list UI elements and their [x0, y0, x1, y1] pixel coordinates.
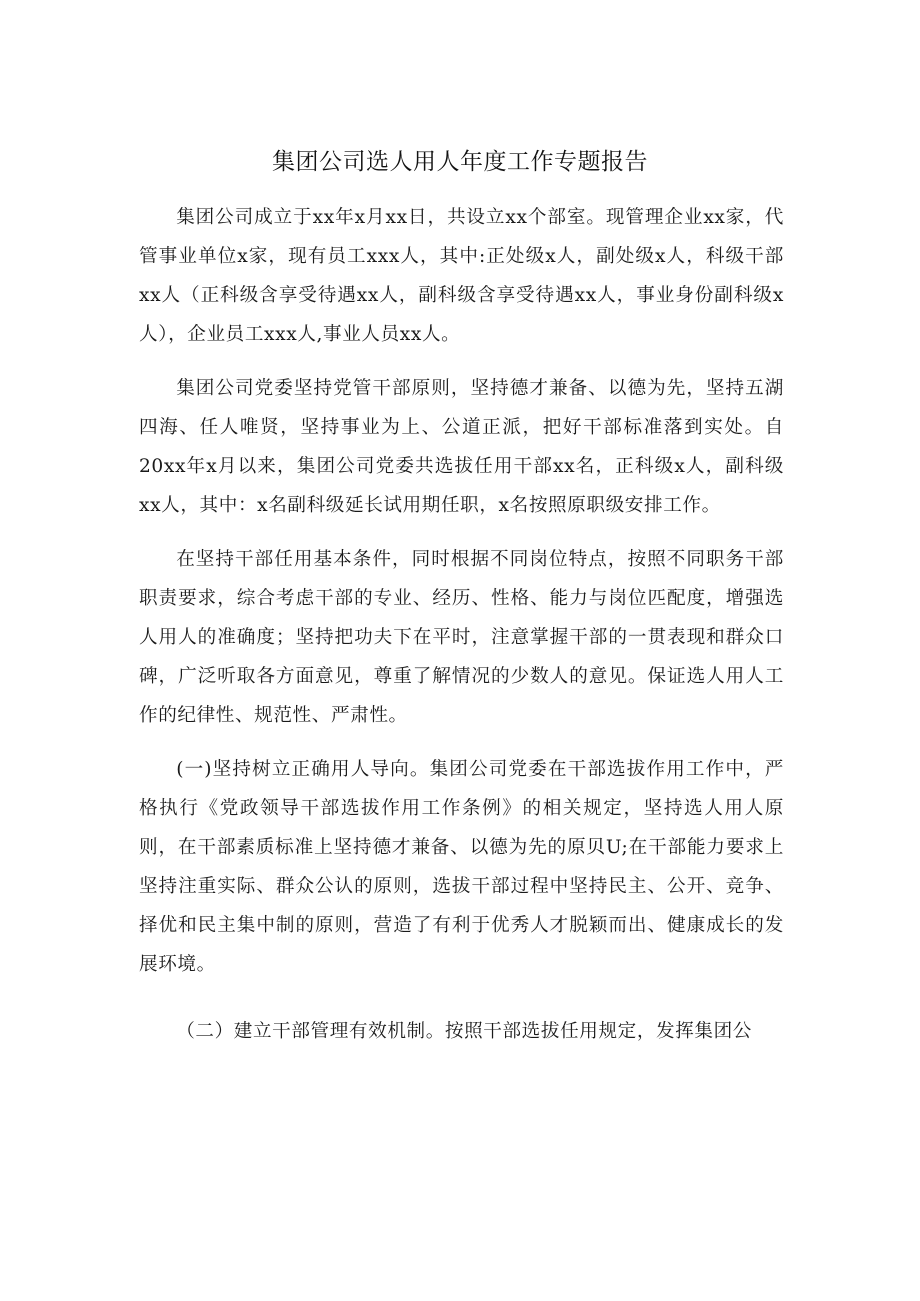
document-title: 集团公司选人用人年度工作专题报告 [272, 149, 648, 175]
paragraph-2: 集团公司党委坚持党管干部原则，坚持德才兼备、以德为先，坚持五湖四海、任人唯贤，坚持事业为上、公道正派，把好干部标准落到实处。自20xx年x月以来，集团公司党委共选拔任用干部xx名，正科级x人，副科级xx人，其中：x名副科级延长试用期任职，x名按照原职级安排工作。 [139, 378, 784, 516]
paragraph-1: 集团公司成立于xx年x月xx日，共设立xx个部室。现管理企业xx家，代管事业单位x家，现有员工xxx人，其中:正处级x人，副处级x人，科级干部xx人（正科级含享受待遇xx人，副科级含享受待遇xx人，事业身份副科级x人），企业员工xxx人,事业人员xx人。 [139, 207, 784, 345]
paragraph-4: (一)坚持树立正确用人导向。集团公司党委在干部选拔作用工作中，严格执行《党政领导干部选拔作用工作条例》的相关规定，坚持选人用人原则，在干部素质标准上坚持德才兼备、以德为先的原贝U;在干部能力要求上坚持注重实际、群众公认的原则，选拔干部过程中坚持民主、公开、竞争、择优和民主集中制的原则，营造了有利于优秀人才脱颖而出、健康成长的发展环境。 [139, 759, 784, 975]
paragraph-3: 在坚持干部任用基本条件，同时根据不同岗位特点，按照不同职务干部职责要求，综合考虑干部的专业、经历、性格、能力与岗位匹配度，增强选人用人的准确度；坚持把功夫下在平时，注意掌握干部的一贯表现和群众口碑，广泛听取各方面意见，尊重了解情况的少数人的意见。保证选人用人工作的纪律性、规范性、严肃性。 [139, 549, 784, 726]
paragraph-5: （二）建立干部管理有效机制。按照干部选拔任用规定，发挥集团公 [176, 1021, 753, 1042]
document-body [139, 198, 784, 1051]
